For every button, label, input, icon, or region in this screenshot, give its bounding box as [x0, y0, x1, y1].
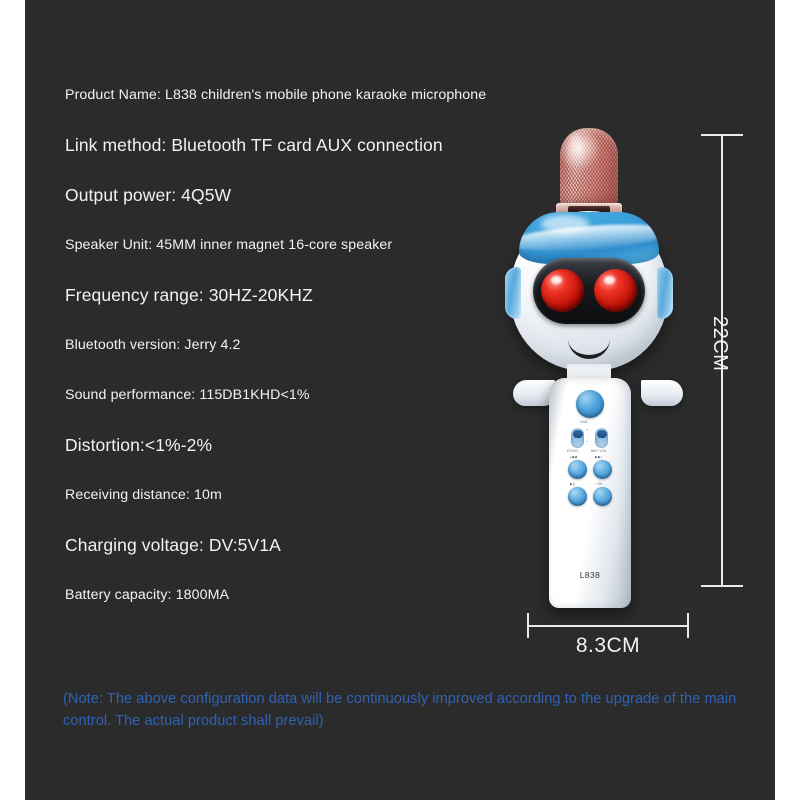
robot-ear-right [657, 267, 673, 319]
width-dimension-line [527, 625, 689, 627]
specification-list [65, 70, 495, 620]
robot-head-blue-cap [519, 212, 659, 264]
next-track-label: ▶▶| [595, 455, 603, 459]
power-button[interactable] [576, 390, 604, 418]
robot-arm-right [641, 380, 683, 406]
spec-line-speaker-unit: Speaker Unit: 45MM inner magnet 16-core speaker [65, 237, 393, 253]
robot-eye-left [541, 269, 584, 312]
height-dimension-cap-top [701, 134, 743, 136]
spec-line-charging-voltage: Charging voltage: DV:5V1A [65, 535, 281, 555]
spec-line-link-method: Link method: Bluetooth TF card AUX connection [65, 135, 443, 155]
spec-line-bluetooth-version: Bluetooth version: Jerry 4.2 [65, 337, 241, 353]
spec-line-receiving-distance: Receiving distance: 10m [65, 487, 222, 503]
play-pause-button[interactable] [568, 487, 587, 506]
mic-volume-slider[interactable] [595, 428, 608, 448]
spec-line-product-name: Product Name: L838 children's mobile phone karaoke microphone [65, 87, 487, 103]
robot-visor [533, 258, 645, 324]
microphone-handle-body [549, 378, 631, 608]
robot-head [510, 211, 668, 371]
next-track-button[interactable] [593, 460, 612, 479]
height-dimension-label: 22CM [709, 316, 731, 372]
minus-label: − [586, 439, 589, 444]
width-dimension-label: 8.3CM [575, 634, 641, 657]
product-photo-karaoke-microphone [493, 128, 703, 608]
previous-track-button[interactable] [568, 460, 587, 479]
spec-line-sound-performance: Sound performance: 115DB1KHD<1% [65, 387, 310, 403]
dark-product-panel [25, 0, 775, 800]
spec-line-output-power: Output power: 4Q5W [65, 185, 232, 205]
spec-line-frequency-range: Frequency range: 30HZ-20KHZ [65, 285, 313, 305]
echo-slider[interactable] [571, 428, 584, 448]
spec-line-distortion: Distortion:<1%-2% [65, 435, 213, 455]
robot-ear-left [505, 267, 521, 319]
disclaimer-note: (Note: The above configuration data will be continuously improved according to the upgrade of the main control. The actual product shall prevail) [63, 691, 737, 729]
spec-line-battery-capacity: Battery capacity: 1800MA [65, 587, 230, 603]
play-pause-label: ▶|| [570, 482, 576, 486]
robot-mouth [568, 339, 610, 359]
echo-slider-label: ECHO [567, 449, 579, 453]
mode-button[interactable] [593, 487, 612, 506]
microphone-grille [560, 128, 618, 206]
previous-track-label: |◀◀ [570, 455, 578, 459]
product-brand-label: L838 [579, 570, 601, 580]
mic-volume-slider-label: MIC VOL [591, 449, 608, 453]
plus-label: + [586, 427, 589, 432]
control-panel [564, 390, 616, 520]
robot-eye-right [594, 269, 637, 312]
mode-label: ♪ M↓ [595, 482, 604, 486]
power-button-label: O/M [580, 420, 588, 424]
height-dimension-cap-bottom [701, 585, 743, 587]
